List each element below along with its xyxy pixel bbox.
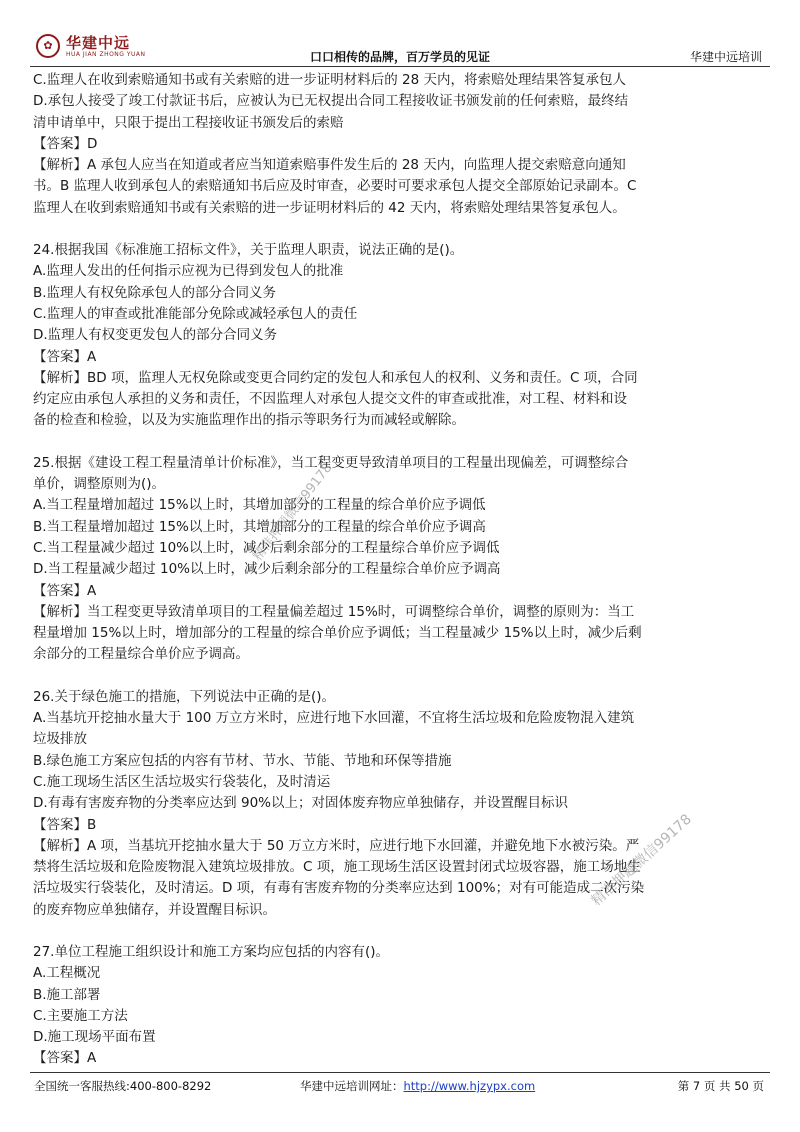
text-line: 【答案】A [33, 348, 97, 365]
paragraph-gap [33, 219, 771, 240]
text-line: 程量增加 15%以上时，增加部分的工程量的综合单价应予调低；当工程量减少 15%以上时，减少后剩 [33, 625, 642, 642]
footer-hotline: 全国统一客服热线:400-800-8292 [34, 1079, 212, 1093]
text-line: A.工程概况 [33, 965, 101, 982]
text-line: A.监理人发出的任何指示应视为已得到发包人的批准 [33, 263, 344, 280]
text-line: D.监理人有权变更发包人的部分合同义务 [33, 327, 278, 344]
paragraph-gap [33, 921, 771, 942]
text-line: 约定应由承包人承担的义务和责任，不因监理人对承包人提交文件的审查或批准，对工程、材料和设 [33, 391, 627, 408]
text-line: D.有毒有害废弃物的分类率应达到 90%以上；对固体废弃物应单独储存，并设置醒目标识 [33, 795, 568, 812]
text-line: 25.根据《建设工程工程量清单计价标准》，当工程变更导致清单项目的工程量出现偏差，可调整综合 [33, 454, 629, 471]
footer-site-link[interactable]: http://www.hjzypx.com [403, 1079, 536, 1093]
text-line: 书。B 监理人收到承包人的索赔通知书后应及时审查，必要时可要求承包人提交全部原始记录副本。C [33, 178, 637, 195]
text-line: D.承包人接受了竣工付款证书后，应被认为已无权提出合同工程接收证书颁发前的任何索赔，最终结 [33, 93, 629, 110]
text-line: C.施工现场生活区生活垃圾实行袋装化，及时清运 [33, 773, 331, 790]
text-line: B.绿色施工方案应包括的内容有节材、节水、节能、节地和环保等措施 [33, 752, 452, 769]
page-footer [30, 1072, 770, 1095]
text-line: 24.根据我国《标准施工招标文件》，关于监理人职责，说法正确的是()。 [33, 242, 464, 259]
text-line: 禁将生活垃圾和危险废物混入建筑垃圾排放。C 项，施工现场生活区设置封闭式垃圾容器，施工场地生 [33, 859, 641, 876]
text-line: 【答案】B [33, 816, 97, 833]
text-line: 清申请单中，只限于提出工程接收证书颁发后的索赔 [33, 114, 344, 131]
logo-emblem-icon: ✿ [36, 34, 60, 58]
text-line: C.监理人在收到索赔通知书或有关索赔的进一步证明材料后的 28 天内，将索赔处理结果答复承包人 [33, 72, 626, 88]
text-line: 【答案】D [33, 135, 98, 152]
text-line: D.当工程量减少超过 10%以上时，减少后剩余部分的工程量综合单价应予调高 [33, 561, 501, 578]
footer-page-number: 第 7 页 共 50 页 [677, 1079, 764, 1093]
text-line: 的废弃物应单独储存，并设置醒目标识。 [33, 901, 276, 918]
text-line: B.施工部署 [33, 986, 101, 1003]
paragraph-gap [33, 432, 771, 453]
text-line: C.主要施工方法 [33, 1007, 128, 1024]
text-line: B.当工程量增加超过 15%以上时，其增加部分的工程量的综合单价应予调高 [33, 518, 486, 535]
text-line: D.施工现场平面布置 [33, 1029, 156, 1046]
text-line: 活垃圾实行袋装化，及时清运。D 项，有毒有害废弃物的分类率应达到 100%；对有可能造成二次污染 [33, 880, 645, 897]
text-line: 【答案】A [33, 582, 97, 599]
text-line: C.监理人的审查或批准能部分免除或减轻承包人的责任 [33, 305, 358, 322]
text-line: 27.单位工程施工组织设计和施工方案均应包括的内容有()。 [33, 943, 390, 960]
logo-pinyin: HUA JIAN ZHONG YUAN [66, 51, 146, 58]
text-line: B.监理人有权免除承包人的部分合同义务 [33, 284, 277, 301]
page-header [30, 30, 770, 67]
text-line: A.当基坑开挖抽水量大于 100 万立方米时，应进行地下水回灌，不宜将生活垃圾和危险废物混入建筑 [33, 710, 635, 727]
logo-name: 华建中远 [66, 34, 131, 52]
text-line: 监理人在收到索赔通知书或有关索赔的进一步证明材料后的 42 天内，将索赔处理结果答复承包人。 [33, 199, 626, 216]
footer-site [300, 1078, 535, 1094]
header-slogan: 口口相传的品牌，百万学员的见证 [309, 50, 490, 64]
watermark: 精准押题微信99178 [588, 811, 695, 910]
document-body [33, 70, 771, 1070]
text-line: 【解析】A 项，当基坑开挖抽水量大于 50 万立方米时，应进行地下水回灌，并避免地下水被污染。严 [33, 837, 640, 854]
text-line: 【解析】当工程变更导致清单项目的工程量偏差超过 15%时，可调整综合单价，调整的原则为：当工 [33, 603, 635, 620]
text-line: 余部分的工程量综合单价应予调高。 [33, 646, 249, 663]
footer-site-label: 华建中远培训网址： [300, 1079, 404, 1093]
text-line: 【答案】A [33, 1050, 97, 1067]
text-line: 备的检查和检验，以及为实施监理作出的指示等职务行为而减轻或解除。 [33, 412, 465, 429]
text-line: 单价，调整原则为()。 [33, 476, 166, 493]
watermark: 精准押题微信99178 [250, 460, 336, 564]
header-org: 华建中远培训 [689, 50, 762, 64]
text-line: C.当工程量减少超过 10%以上时，减少后剩余部分的工程量综合单价应予调低 [33, 539, 500, 556]
text-line: A.当工程量增加超过 15%以上时，其增加部分的工程量的综合单价应予调低 [33, 497, 486, 514]
text-line: 【解析】A 承包人应当在知道或者应当知道索赔事件发生后的 28 天内，向监理人提交索赔意向通知 [33, 157, 626, 174]
text-line: 26.关于绿色施工的措施，下列说法中正确的是()。 [33, 688, 336, 705]
text-line: 垃圾排放 [33, 731, 87, 748]
paragraph-gap [33, 666, 771, 687]
text-line: 【解析】BD 项，监理人无权免除或变更合同约定的发包人和承包人的权利、义务和责任。C 项，合同 [33, 369, 638, 386]
